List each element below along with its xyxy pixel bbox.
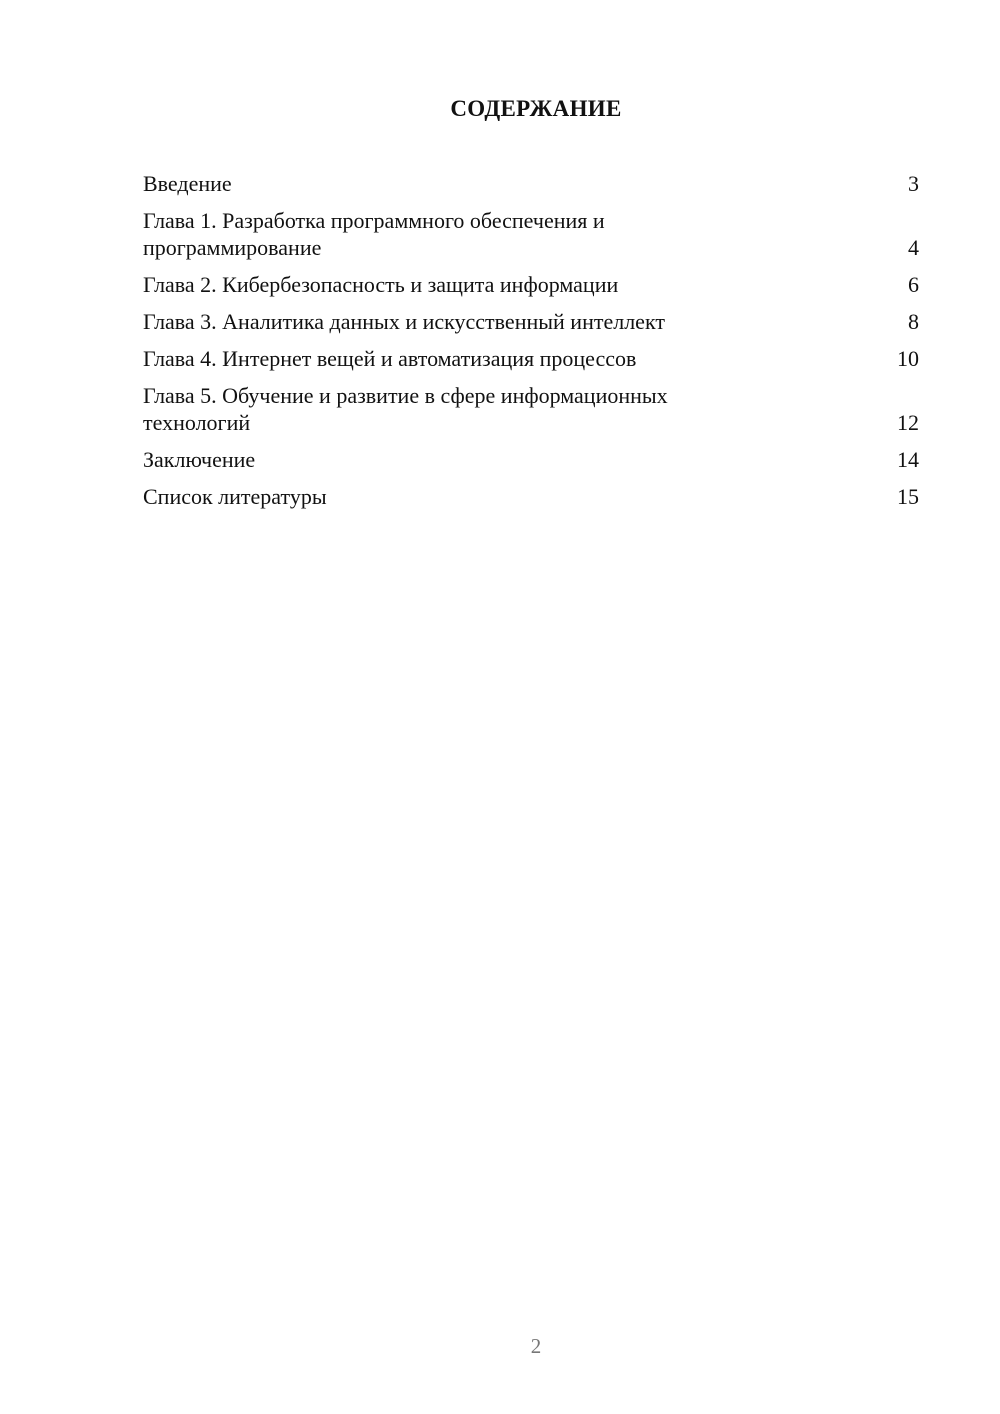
toc-entry-label: Глава 4. Интернет вещей и автоматизация процессов — [143, 346, 637, 371]
toc-entry-page: 8 — [908, 309, 919, 334]
table-of-contents — [143, 170, 919, 520]
page-title: СОДЕРЖАНИЕ — [450, 96, 622, 121]
toc-entry-label: Глава 5. Обучение и развитие в сфере информационных технологий — [143, 383, 668, 435]
toc-entry-label: Введение — [143, 171, 232, 196]
toc-entry-label: Глава 1. Разработка программного обеспечения и программирование — [143, 208, 605, 260]
toc-entry-references — [143, 483, 919, 510]
page-number: 2 — [530, 1334, 542, 1358]
toc-entry-page: 6 — [908, 272, 919, 297]
toc-entry-page: 10 — [897, 346, 919, 371]
toc-entry-label: Глава 2. Кибербезопасность и защита информации — [143, 272, 619, 297]
toc-entry-chapter-5 — [143, 382, 919, 436]
toc-entry-label: Заключение — [143, 447, 256, 472]
toc-entry-chapter-1 — [143, 207, 919, 261]
toc-entry-page: 3 — [908, 171, 919, 196]
toc-entry-page: 4 — [908, 235, 919, 260]
toc-entry-chapter-3 — [143, 308, 919, 335]
toc-entry-page: 12 — [897, 410, 919, 435]
toc-entry-chapter-4 — [143, 345, 919, 372]
toc-entry-label: Список литературы — [143, 484, 327, 509]
toc-entry-chapter-2 — [143, 271, 919, 298]
toc-entry-conclusion — [143, 446, 919, 473]
toc-entry-page: 15 — [897, 484, 919, 509]
toc-entry-label: Глава 3. Аналитика данных и искусственный интеллект — [143, 309, 665, 334]
toc-entry-introduction — [143, 170, 919, 197]
toc-entry-page: 14 — [897, 447, 919, 472]
